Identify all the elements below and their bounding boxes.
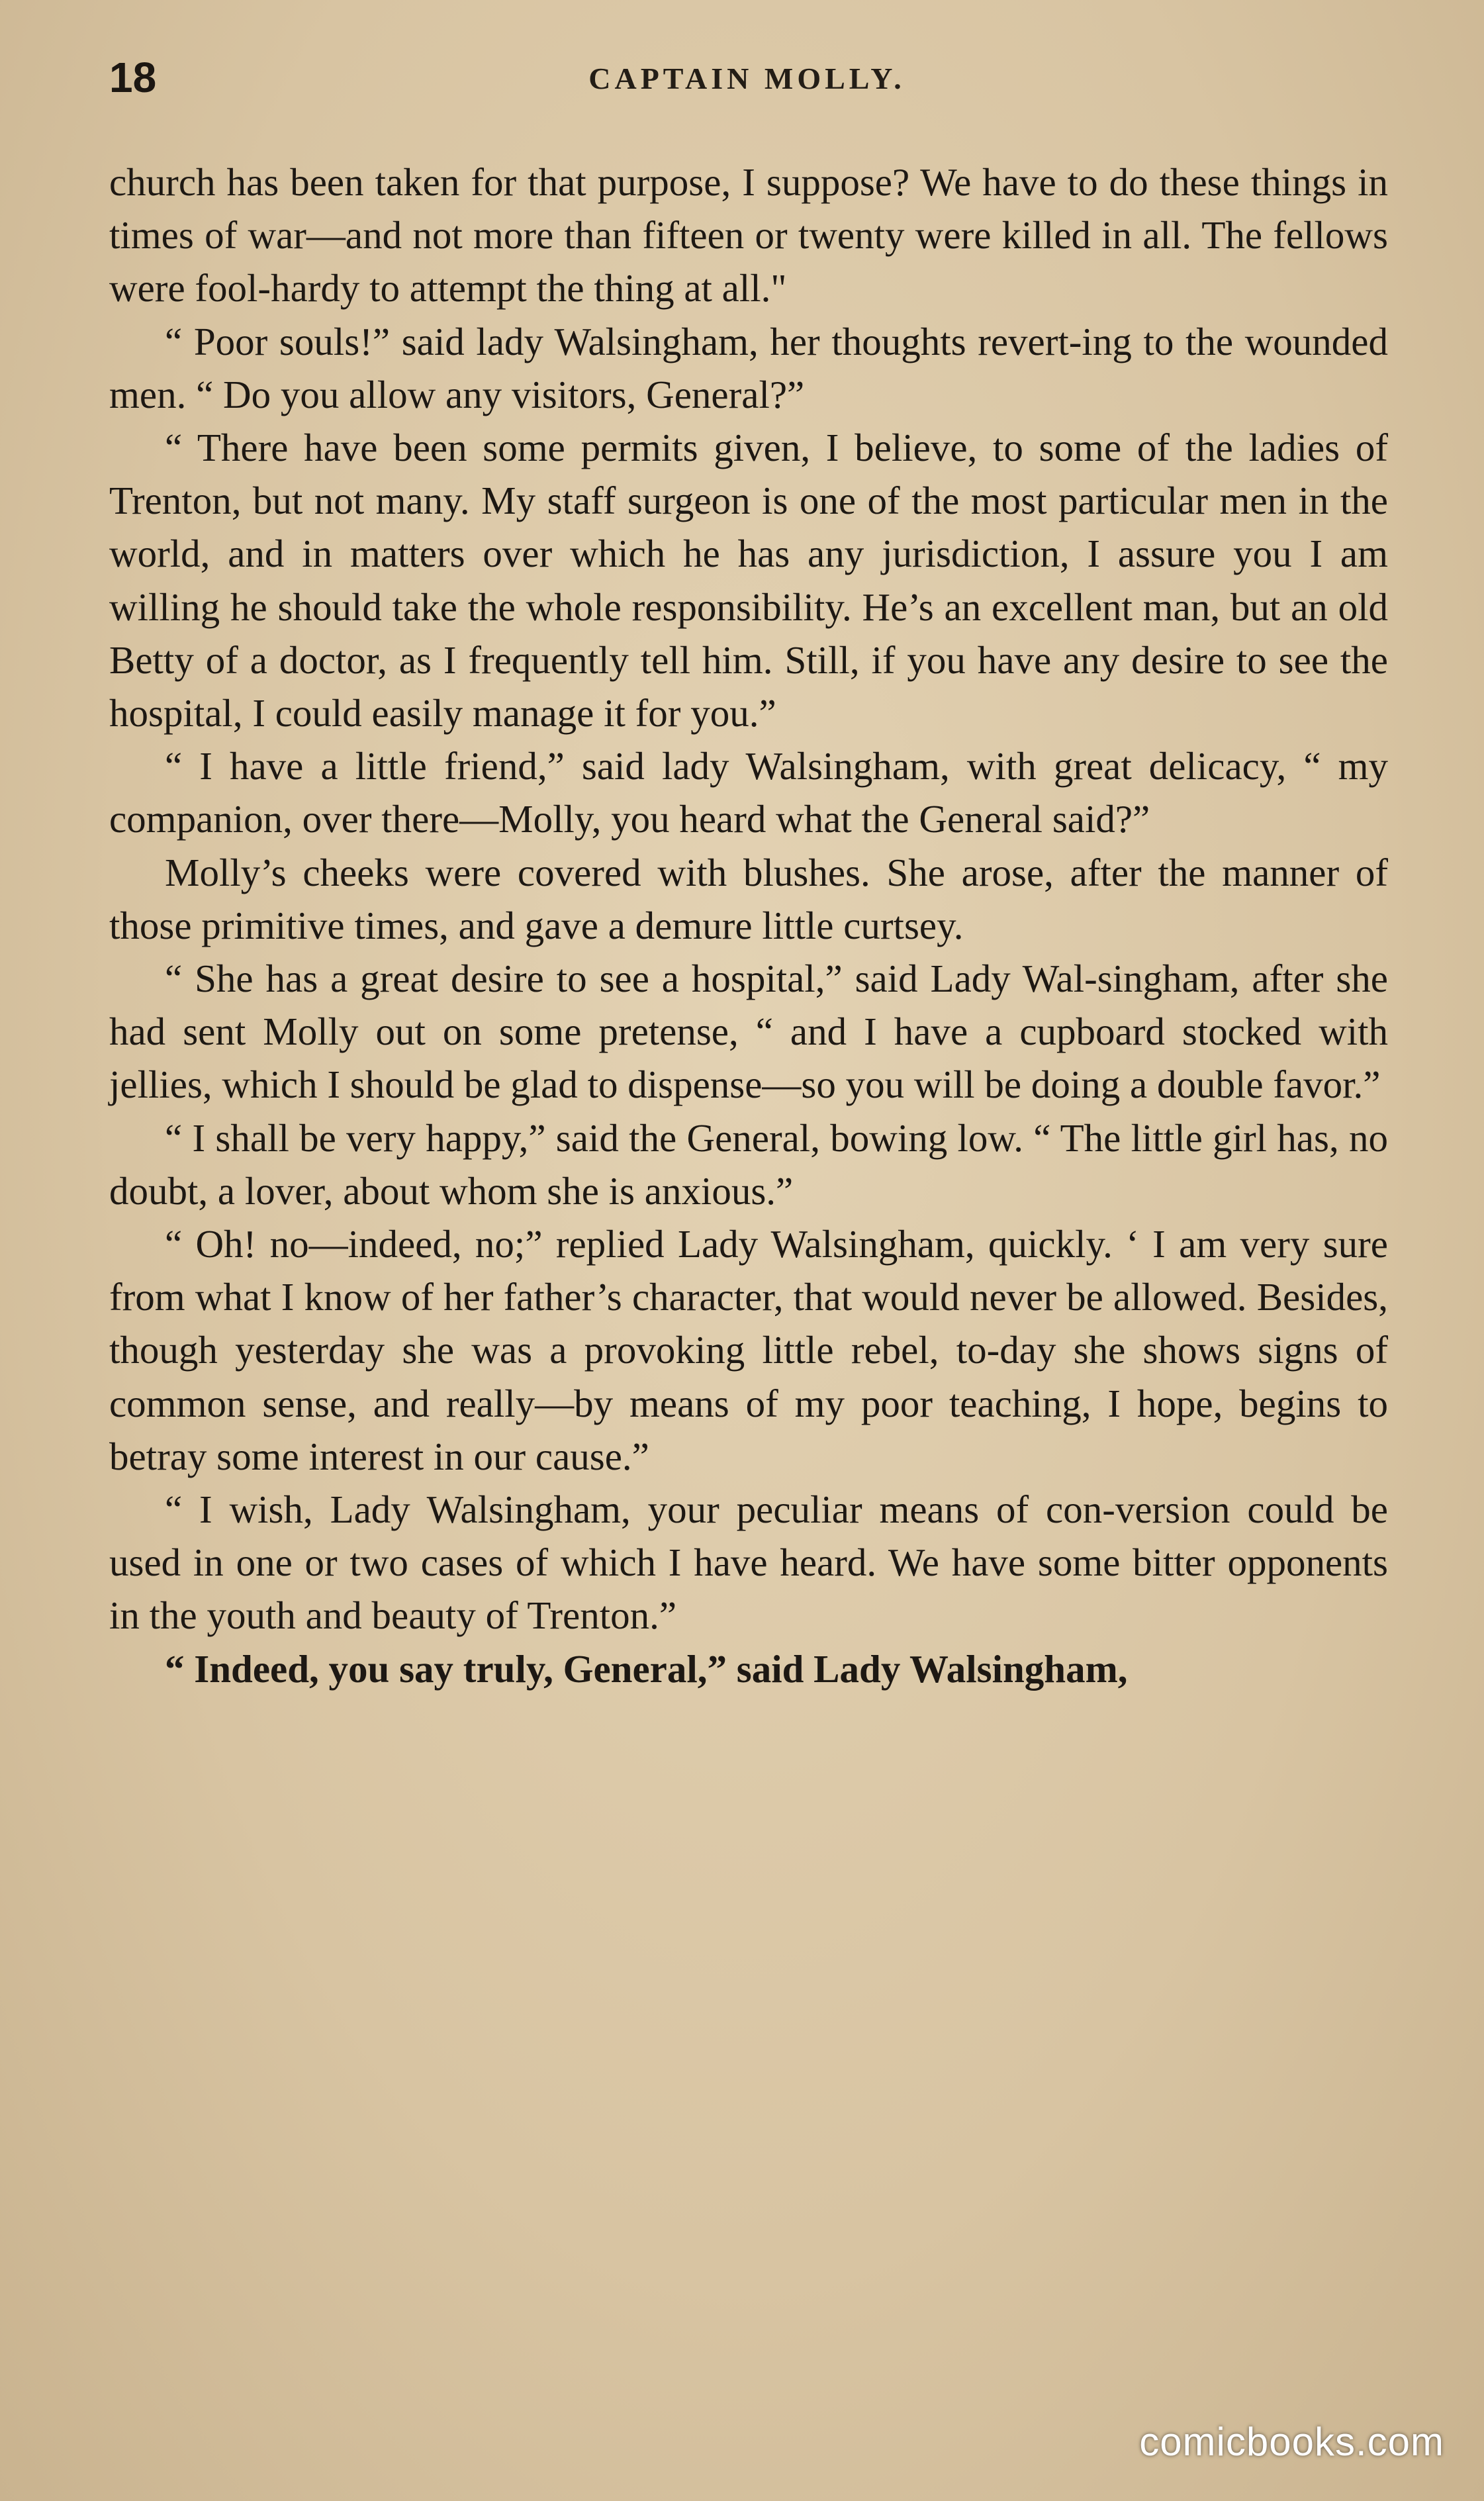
paragraph: “ Oh! no—indeed, no;” replied Lady Walsingham, quickly. ‘ I am very sure from what I know of her father’s character, that would never be allowed. Besides, though yesterday she was a provoking little rebel, to-day she shows signs of common sense, and really—by means of my poor teaching, I hope, begins to betray some interest in our cause.” (109, 1222, 1388, 1478)
page-body (109, 156, 1388, 1695)
paragraph: “ I shall be very happy,” said the General, bowing low. “ The little girl has, no doubt, a lover, about whom she is anxious.” (109, 1115, 1388, 1213)
paragraph: Molly’s cheeks were covered with blushes. She arose, after the manner of those primitive times, and gave a demure little curtsey. (109, 850, 1388, 947)
watermark: comicbooks.com (1139, 2420, 1444, 2464)
paragraph: “ Poor souls!” said lady Walsingham, her thoughts revert-ing to the wounded men. “ Do you allow any visitors, General?” (109, 319, 1388, 416)
paragraph: “ I wish, Lady Walsingham, your peculiar means of con-version could be used in one or two cases of which I have heard. We have some bitter opponents in the youth and beauty of Trenton.” (109, 1487, 1388, 1638)
paragraph: “ I have a little friend,” said lady Walsingham, with great delicacy, “ my companion, over there—Molly, you heard what the General said?” (109, 744, 1388, 841)
page-header (109, 53, 1385, 113)
running-title: CAPTAIN MOLLY. (588, 62, 905, 95)
paragraph: “ There have been some permits given, I believe, to some of the ladies of Trenton, but not many. My staff surgeon is one of the most particular men in the world, and in matters over which he has any jurisdiction, I assure you I am willing he should take the whole responsibility. He’s an excellent man, but an old Betty of a doctor, as I frequently tell him. Still, if you have any desire to see the hospital, I could easily manage it for you.” (109, 426, 1388, 735)
paragraph: “ She has a great desire to see a hospital,” said Lady Wal-singham, after she had sent Molly out on some pretense, “ and I have a cupboard stocked with jellies, which I should be glad to dispense—so you will be doing a double favor.” (109, 957, 1388, 1107)
page-number: 18 (109, 54, 157, 101)
paragraph: church has been taken for that purpose, I suppose? We have to do these things in times of war—and not more than fifteen or twenty were killed in all. The fellows were fool-hardy to attempt the thing at all." (109, 160, 1388, 310)
paragraph: “ Indeed, you say truly, General,” said Lady Walsingham, (165, 1646, 1128, 1691)
